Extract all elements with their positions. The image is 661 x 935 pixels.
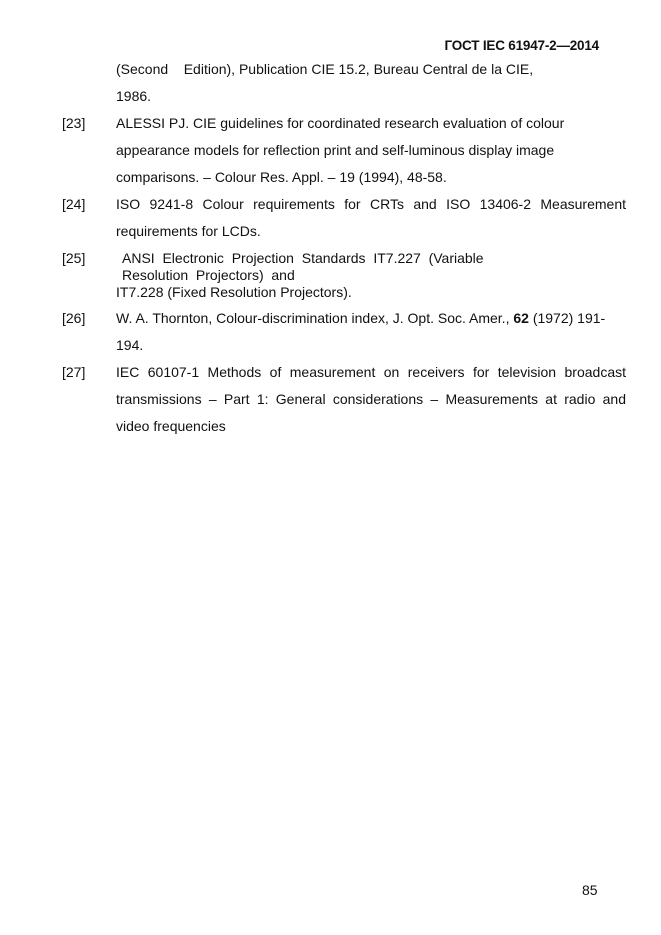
- reference-text: ALESSI PJ. CIE guidelines for coordinated research evaluation of colour appearance models for reflection print and self-luminous display image comparisons. – Colour Res. Appl. – 19 (1994), 48-58.: [116, 115, 565, 185]
- reference-25: [62, 245, 626, 301]
- reference-number: [24]: [62, 196, 86, 212]
- volume-number: 62: [513, 310, 529, 326]
- reference-24: [62, 191, 626, 245]
- reference-text-start: W. A. Thornton, Colour-discrimination index, J. Opt. Soc. Amer.,: [116, 310, 514, 326]
- reference-number: [27]: [62, 364, 86, 380]
- reference-text: IEC 60107-1 Methods of measurement on receivers for television broadcast transmissions – Part 1: General considerations – Measurements at radio and video frequencies: [116, 364, 626, 434]
- reference-23: [62, 110, 626, 191]
- reference-list: [62, 56, 626, 440]
- reference-25-line-2: Resolution Projectors) and: [122, 267, 295, 283]
- reference-number: [26]: [62, 310, 86, 326]
- reference-number: [25]: [62, 250, 86, 266]
- reference-number: [23]: [62, 115, 86, 131]
- reference-text: [116, 245, 626, 301]
- page-number: 85: [582, 882, 598, 898]
- reference-text: [116, 305, 626, 359]
- reference-text: ISO 9241-8 Colour requirements for CRTs and ISO 13406-2 Measurement requirements for LCDs.: [116, 196, 626, 239]
- continued-line-1: (Second Edition), Publication CIE 15.2, Bureau Central de la CIE,: [116, 61, 534, 77]
- document-header: ГОСТ IEC 61947-2—2014: [444, 38, 599, 53]
- continued-line-2: 1986.: [116, 88, 152, 104]
- continued-reference: [62, 56, 626, 110]
- reference-text-end: (1972) 191-194.: [116, 310, 606, 353]
- reference-25-line-1: ANSI Electronic Projection Standards IT7.227 (Variable: [122, 250, 484, 266]
- reference-27: [62, 359, 626, 440]
- reference-25-line-3: IT7.228 (Fixed Resolution Projectors).: [116, 284, 352, 300]
- reference-26: [62, 305, 626, 359]
